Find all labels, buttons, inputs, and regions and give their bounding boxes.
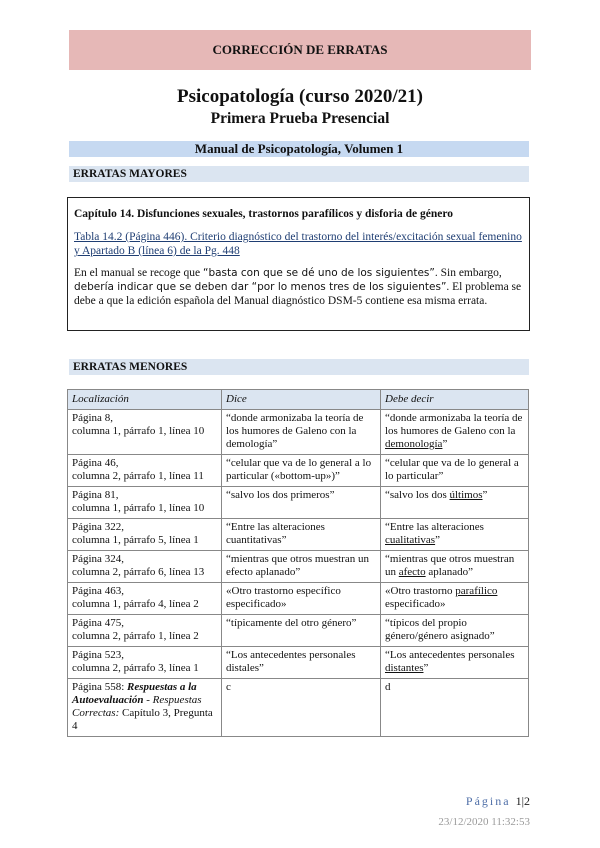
location-cell: Página 523, columna 2, párrafo 3, línea 1 — [68, 647, 222, 679]
table-row — [68, 455, 529, 487]
debe-decir-cell: “donde armonizaba la teoría de los humores de Galeno con la demonología” — [381, 410, 529, 455]
major-errata-heading: ERRATAS MAYORES — [69, 166, 529, 182]
debe-decir-cell: “Entre las alteraciones cualitativas” — [381, 519, 529, 551]
location-cell: Página 324, columna 2, párrafo 6, línea 13 — [68, 551, 222, 583]
corrections-banner: CORRECCIÓN DE ERRATAS — [69, 30, 531, 70]
course-title: Psicopatología (curso 2020/21) — [177, 86, 423, 107]
location-cell: Página 322, columna 1, párrafo 5, línea 1 — [68, 519, 222, 551]
location-cell: Página 463, columna 1, párrafo 4, línea 2 — [68, 583, 222, 615]
table-reference: Tabla 14.2 (Página 446). Criterio diagnóstico del trastorno del interés/excitación sexual femenino y Apartado B (línea 6) de la Pg. 448 — [74, 231, 522, 257]
location-cell: Página 8, columna 1, párrafo 1, línea 10 — [68, 410, 222, 455]
major-errata-box — [67, 197, 530, 331]
table-row — [68, 647, 529, 679]
debe-decir-cell: «Otro trastorno parafílico especificado» — [381, 583, 529, 615]
table-row — [68, 519, 529, 551]
debe-decir-cell: “salvo los dos últimos” — [381, 487, 529, 519]
debe-decir-cell: “mientras que otros muestran un afecto aplanado” — [381, 551, 529, 583]
chapter-title: Capítulo 14. Disfunciones sexuales, trastornos parafílicos y disforia de género — [74, 208, 453, 220]
location-cell: Página 46, columna 2, párrafo 1, línea 11 — [68, 455, 222, 487]
debe-decir-cell: “celular que va de lo general a lo particular” — [381, 455, 529, 487]
table-row — [68, 583, 529, 615]
dice-cell: “mientras que otros muestran un efecto aplanado” — [222, 551, 381, 583]
table-row — [68, 410, 529, 455]
table-row — [68, 487, 529, 519]
debe-decir-cell: “típicos del propio género/género asignado” — [381, 615, 529, 647]
dice-cell: “celular que va de lo general a lo particular («bottom-up»)” — [222, 455, 381, 487]
column-header: Debe decir — [381, 390, 529, 410]
timestamp: 23/12/2020 11:32:53 — [438, 816, 530, 828]
debe-decir-cell: d — [381, 679, 529, 737]
dice-cell: «Otro trastorno específico especificado» — [222, 583, 381, 615]
dice-cell: “Los antecedentes personales distales” — [222, 647, 381, 679]
column-header: Dice — [222, 390, 381, 410]
dice-cell: “salvo los dos primeros” — [222, 487, 381, 519]
major-errata-text: En el manual se recoge que “basta con que se dé uno de los siguientes”. Sin embargo, debería indicar que se deben dar “por lo menos tres de los siguientes”. El problema se debe a que la edición española del Manual diagnóstico DSM-5 contiene esa misma errata. — [74, 267, 522, 307]
page-footer: Página 1|2 — [465, 794, 530, 808]
table-row — [68, 551, 529, 583]
column-header: Localización — [68, 390, 222, 410]
location-cell: Página 475, columna 2, párrafo 1, línea 2 — [68, 615, 222, 647]
table-row — [68, 679, 529, 737]
location-cell: Página 558: Respuestas a la Autoevaluación - Respuestas Correctas: Capítulo 3, Pregunta 4 — [68, 679, 222, 737]
dice-cell: “Entre las alteraciones cuantitativas” — [222, 519, 381, 551]
table-row — [68, 615, 529, 647]
dice-cell: c — [222, 679, 381, 737]
debe-decir-cell: “Los antecedentes personales distantes” — [381, 647, 529, 679]
minor-errata-table — [67, 389, 529, 737]
dice-cell: “típicamente del otro género” — [222, 615, 381, 647]
exam-subtitle: Primera Prueba Presencial — [210, 110, 390, 127]
minor-errata-heading: ERRATAS MENORES — [69, 359, 529, 375]
table-header-row — [68, 390, 529, 410]
dice-cell: “donde armonizaba la teoría de los humores de Galeno con la demología” — [222, 410, 381, 455]
location-cell: Página 81, columna 1, párrafo 1, línea 10 — [68, 487, 222, 519]
manual-header: Manual de Psicopatología, Volumen 1 — [69, 141, 529, 157]
